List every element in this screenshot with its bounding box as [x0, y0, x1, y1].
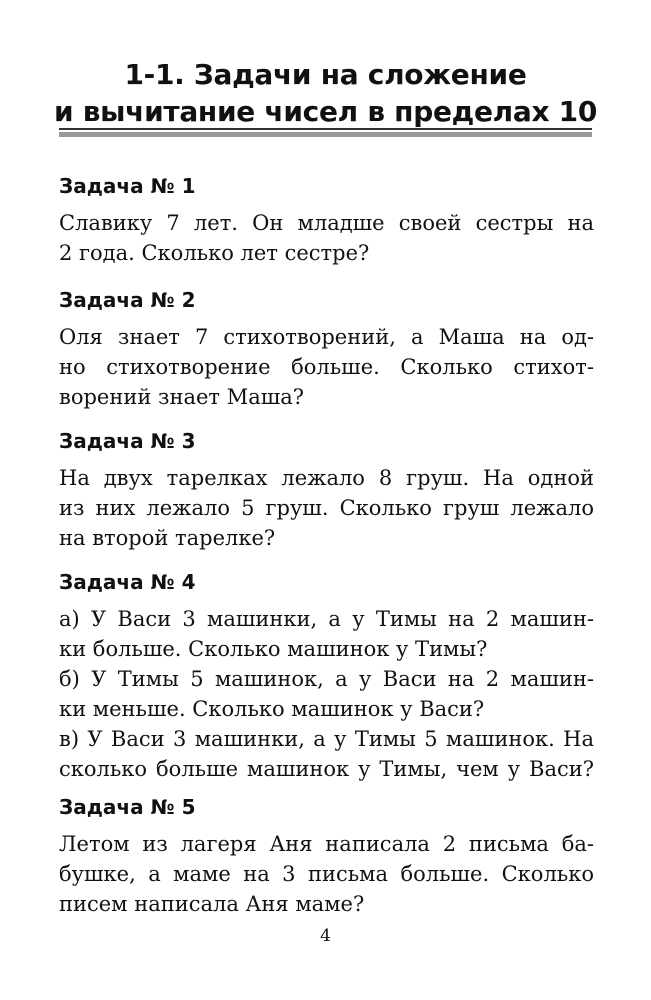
task-3-line-3: на второй тарелке? — [59, 526, 276, 550]
task-4 — [59, 569, 594, 784]
task-3-text — [59, 463, 594, 553]
task-5-heading: Задача № 5 — [59, 795, 196, 819]
section-title — [0, 56, 651, 130]
task-3-line-1: На двух тарелках лежало 8 груш. На одной — [59, 466, 594, 490]
task-4-line-6: сколько больше машинок у Тимы, чем у Васи? — [59, 757, 594, 781]
task-2-line-2: но стихотворение больше. Сколько стихот- — [59, 355, 594, 379]
task-5-text — [59, 829, 594, 919]
task-5-line-2: бушке, а маме на 3 письма больше. Сколько — [59, 862, 594, 886]
page-number: 4 — [320, 926, 331, 946]
task-3-line-2: из них лежало 5 груш. Сколько груш лежало — [59, 496, 594, 520]
task-4-text — [59, 604, 594, 784]
task-2-text — [59, 322, 594, 412]
task-1-text — [59, 208, 594, 268]
task-4-line-4: ки меньше. Сколько машинок у Васи? — [59, 697, 485, 721]
task-3 — [59, 428, 594, 553]
title-underline-divider — [59, 128, 592, 137]
section-title-line-1: 1-1. Задачи на сложение — [124, 58, 527, 91]
task-1-line-1: Славику 7 лет. Он младше своей сестры на — [59, 211, 594, 235]
task-5-line-3: писем написала Аня маме? — [59, 892, 365, 916]
task-2-line-1: Оля знает 7 стихотворений, а Маша на од- — [59, 325, 594, 349]
task-4-line-5: в) У Васи 3 машинки, а у Тимы 5 машинок. На — [59, 727, 594, 751]
task-5 — [59, 794, 594, 919]
task-2-line-3: ворений знает Маша? — [59, 385, 305, 409]
task-2-heading: Задача № 2 — [59, 288, 196, 312]
task-2 — [59, 287, 594, 412]
task-4-line-3: б) У Тимы 5 машинок, а у Васи на 2 машин- — [59, 667, 594, 691]
task-5-line-1: Летом из лагеря Аня написала 2 письма ба- — [59, 832, 594, 856]
task-3-heading: Задача № 3 — [59, 429, 196, 453]
task-1-heading: Задача № 1 — [59, 174, 196, 198]
task-1 — [59, 173, 594, 268]
task-4-line-2: ки больше. Сколько машинок у Тимы? — [59, 637, 488, 661]
section-title-line-2: и вычитание чисел в пределах 10 — [53, 95, 598, 128]
task-1-line-2: 2 года. Сколько лет сестре? — [59, 241, 370, 265]
task-4-line-1: а) У Васи 3 машинки, а у Тимы на 2 машин- — [59, 607, 594, 631]
task-4-heading: Задача № 4 — [59, 570, 196, 594]
